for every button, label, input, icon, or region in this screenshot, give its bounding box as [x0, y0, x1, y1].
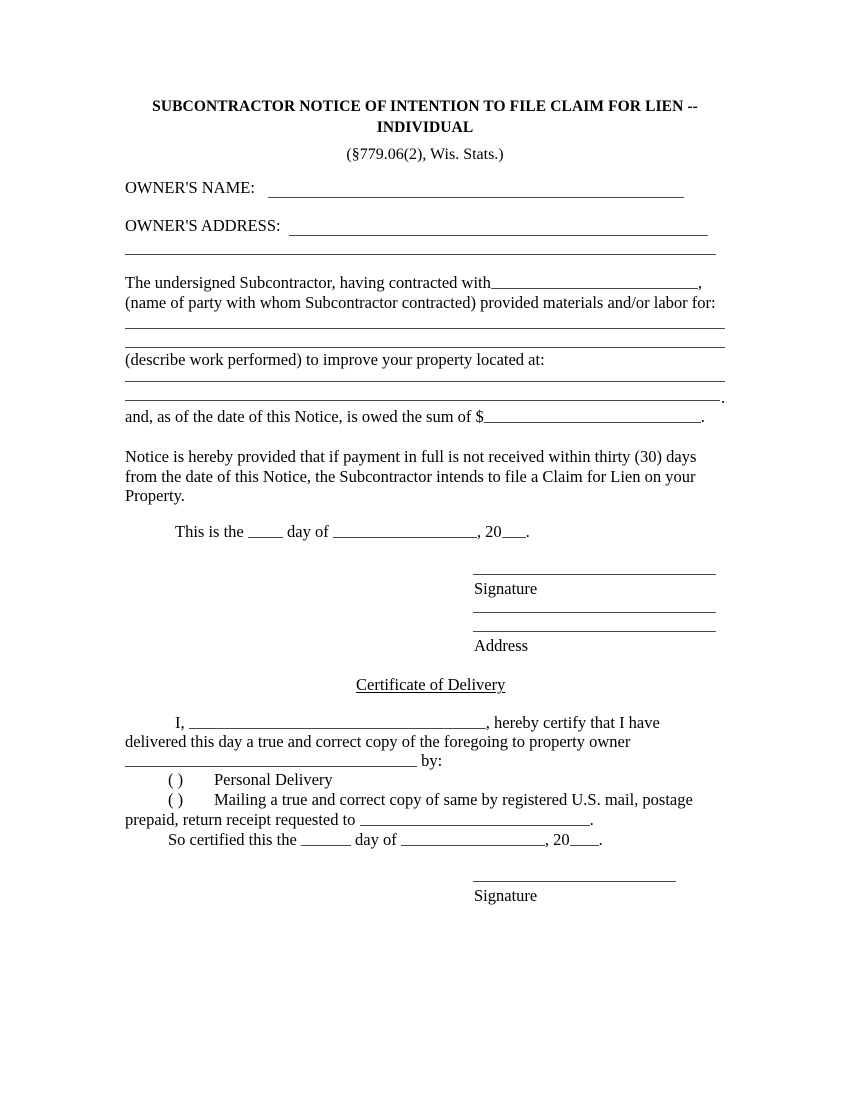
delivered-statement: delivered this day a true and correct copy of the foregoing to property owner	[125, 732, 631, 751]
property-owner-input[interactable]	[125, 752, 417, 767]
so-certified-day-of: day of	[355, 830, 397, 849]
owner-name-input-line[interactable]	[268, 197, 684, 198]
date-line-year-prefix: , 20	[476, 522, 502, 541]
contracted-with-text: The undersigned Subcontractor, having contracted with	[125, 273, 491, 292]
date-line-day-of: day of	[287, 522, 329, 541]
date-line	[175, 522, 530, 541]
delivery-option-mail-label: Mailing a true and correct copy of same by registered U.S. mail, postage	[214, 790, 693, 809]
subcontractor-address-line-1[interactable]	[473, 612, 716, 613]
property-address-period: .	[721, 388, 726, 407]
date-month-input[interactable]	[333, 523, 477, 538]
so-certified-year-prefix: , 20	[544, 830, 570, 849]
date-line-prefix: This is the	[175, 522, 244, 541]
statute-citation: (§779.06(2), Wis. Stats.)	[346, 146, 504, 163]
contracted-with-comma: ,	[697, 273, 703, 292]
so-certified-day-input[interactable]	[301, 831, 351, 846]
notice-line-1: Notice is hereby provided that if payment in full is not received within thirty (30) days	[125, 447, 697, 466]
prepaid-row	[125, 810, 594, 829]
amount-owed-period: .	[700, 407, 705, 426]
delivery-method-row	[125, 751, 442, 770]
notice-line-3: Property.	[125, 486, 185, 505]
subcontractor-address-line-2[interactable]	[473, 631, 716, 632]
subcontractor-signature-label: Signature	[474, 579, 538, 598]
date-line-period: .	[525, 522, 530, 541]
delivery-option-personal-label: Personal Delivery	[214, 770, 333, 789]
notice-line-2: from the date of this Notice, the Subcontractor intends to file a Claim for Lien on your	[125, 466, 696, 486]
owner-address-input-line-2[interactable]	[125, 254, 716, 255]
checkbox-mail-delivery[interactable]: ( )	[168, 790, 184, 809]
so-certified-row	[168, 830, 603, 849]
work-description-line-2[interactable]	[125, 347, 725, 348]
so-certified-period: .	[598, 830, 603, 849]
prepaid-recipient-input[interactable]	[360, 811, 590, 826]
subcontractor-address-label: Address	[474, 636, 529, 655]
owner-address-input-line-1[interactable]	[289, 235, 708, 236]
so-certified-year-input[interactable]	[570, 831, 599, 846]
page-title: SUBCONTRACTOR NOTICE OF INTENTION TO FILE CLAIM FOR LIEN -- INDIVIDUAL	[152, 98, 698, 136]
subcontractor-signature-line[interactable]	[473, 574, 716, 575]
delivery-option-personal[interactable]	[168, 770, 333, 789]
amount-owed-row	[125, 407, 705, 426]
contracted-party-input-line[interactable]	[491, 274, 698, 289]
certificate-of-delivery-heading: Certificate of Delivery	[356, 675, 506, 694]
work-description-line-1[interactable]	[125, 328, 725, 329]
name-of-party-note: (name of party with whom Subcontractor contracted) provided materials and/or labor for:	[125, 292, 716, 312]
certifier-signature-line[interactable]	[473, 881, 676, 882]
date-year-input[interactable]	[502, 523, 526, 538]
certifier-name-row	[175, 713, 660, 732]
property-address-line-2[interactable]	[125, 400, 720, 401]
certifier-name-input[interactable]	[189, 714, 486, 729]
amount-owed-label: and, as of the date of this Notice, is owed the sum of $	[125, 407, 484, 426]
delivery-by-text: by:	[421, 751, 443, 770]
prepaid-period: .	[589, 810, 594, 829]
notice-paragraph	[125, 447, 725, 506]
owner-address-label: OWNER'S ADDRESS:	[125, 216, 281, 235]
checkbox-personal-delivery[interactable]: ( )	[168, 770, 184, 789]
certify-text: , hereby certify that I have	[485, 713, 660, 732]
delivery-option-mail[interactable]	[168, 790, 693, 809]
amount-owed-input-line[interactable]	[484, 408, 701, 423]
so-certified-month-input[interactable]	[401, 831, 545, 846]
prepaid-label: prepaid, return receipt requested to	[125, 810, 356, 829]
owner-name-label: OWNER'S NAME:	[125, 178, 255, 197]
so-certified-prefix: So certified this the	[168, 830, 297, 849]
property-address-line-1[interactable]	[125, 381, 725, 382]
certifier-i-label: I,	[175, 713, 185, 732]
contracted-with-paragraph	[125, 273, 725, 312]
certifier-signature-label: Signature	[474, 886, 538, 905]
describe-work-note: (describe work performed) to improve your property located at:	[125, 350, 545, 369]
title-block	[125, 96, 725, 166]
date-day-input[interactable]	[248, 523, 283, 538]
